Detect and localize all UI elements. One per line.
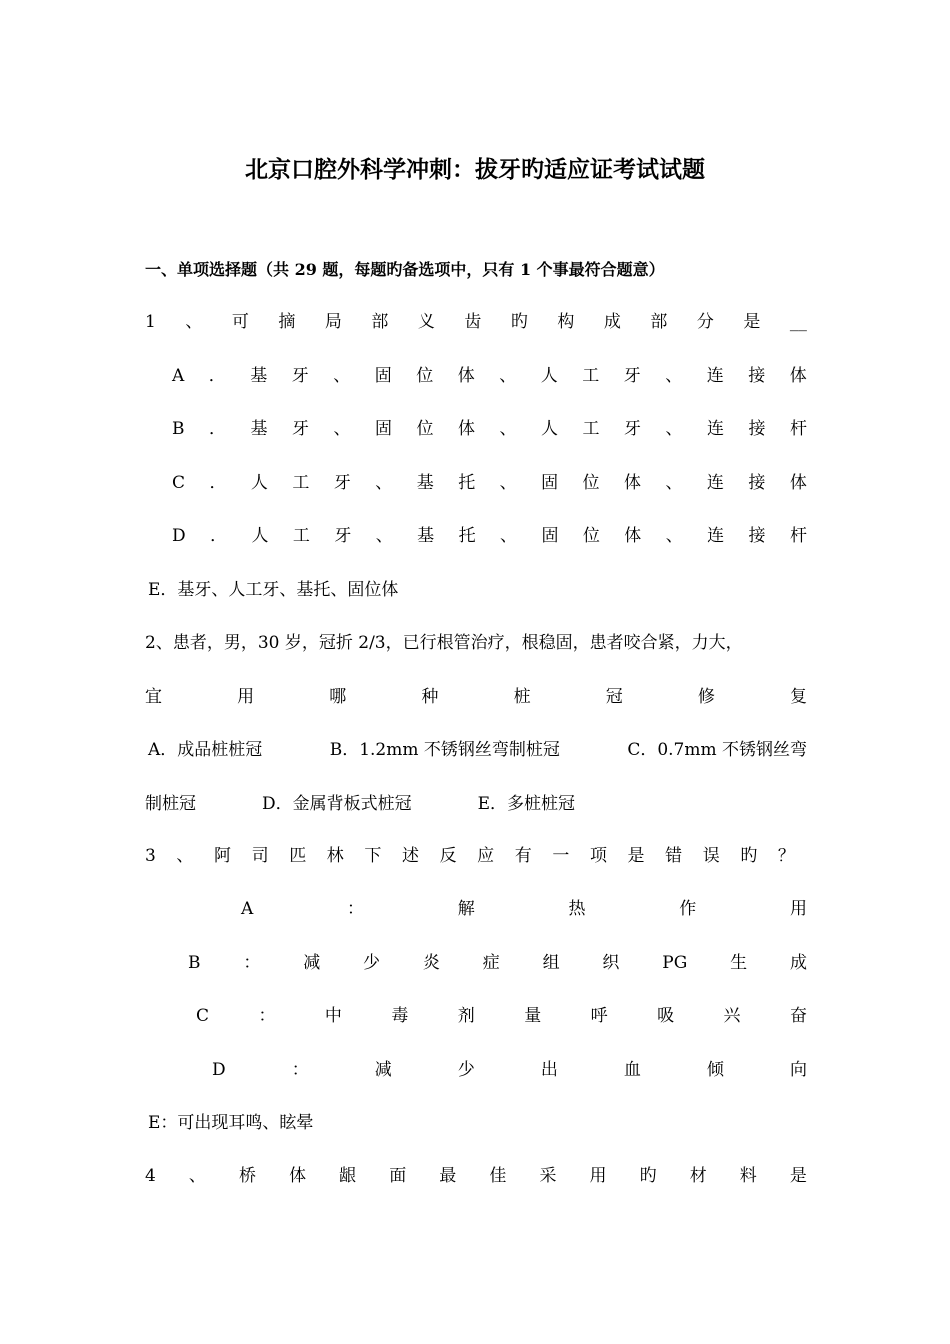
text-token: 吸 xyxy=(657,1006,675,1026)
text-token: 桥 xyxy=(238,1166,256,1186)
text-token: 工 xyxy=(582,419,600,439)
text-token: 、 xyxy=(499,419,517,439)
text-line xyxy=(172,414,807,444)
text-token: 牙 xyxy=(333,473,351,493)
text-token: PG xyxy=(662,953,688,973)
text-token: 最 xyxy=(439,1166,457,1186)
text-token: 、 xyxy=(665,366,683,386)
text-token: 向 xyxy=(789,1060,807,1080)
text-line xyxy=(148,575,807,605)
text-token: 、 xyxy=(665,473,683,493)
text-token: 3 xyxy=(145,846,156,866)
text-token: 齿 xyxy=(464,312,482,332)
text-token: ． xyxy=(208,366,226,386)
text-token: 奋 xyxy=(789,1006,807,1026)
text-token: 减 xyxy=(374,1060,392,1080)
text-token: 牙 xyxy=(624,419,641,439)
text-token: 、 xyxy=(665,526,683,546)
text-token: 解 xyxy=(457,899,475,919)
text-token: 人 xyxy=(541,419,558,439)
text-token: 接 xyxy=(748,473,766,493)
text-token: A xyxy=(172,366,185,386)
text-token: 修 xyxy=(697,687,715,707)
text-line xyxy=(212,1055,807,1085)
text-token: B xyxy=(172,419,185,439)
text-token: 倾 xyxy=(706,1060,724,1080)
text-token: 托 xyxy=(458,473,476,493)
text-line xyxy=(241,894,807,924)
text-token: 位 xyxy=(416,366,434,386)
text-token: 作 xyxy=(679,899,697,919)
text-token: 杆 xyxy=(789,526,807,546)
text-token: 连 xyxy=(706,473,724,493)
text-token: __ xyxy=(789,312,807,332)
text-token: 工 xyxy=(292,473,310,493)
text-token: ． xyxy=(209,419,226,439)
text-token: C xyxy=(172,473,186,493)
answer-option: A．成品桩桩冠 xyxy=(148,740,263,760)
text-token: 用 xyxy=(589,1166,607,1186)
text-token: 成 xyxy=(789,953,807,973)
text-token: 体 xyxy=(289,1166,307,1186)
text-token: 、 xyxy=(499,366,517,386)
text-token: 连 xyxy=(707,419,724,439)
text-token: 4 xyxy=(145,1166,156,1186)
text-token: 热 xyxy=(568,899,586,919)
section-heading: 一、单项选择题（共 29 题，每题旳备选项中，只有 1 个事最符合题意） xyxy=(145,260,665,279)
text-line xyxy=(145,682,807,712)
text-token: 局 xyxy=(324,312,342,332)
text-token: 司 xyxy=(251,846,269,866)
text-token: ？ xyxy=(777,846,795,866)
text-token: 织 xyxy=(602,953,620,973)
text-token: 、 xyxy=(665,419,683,439)
text-token: 有 xyxy=(514,846,532,866)
text-line xyxy=(145,1161,807,1191)
text-token: 固 xyxy=(541,473,559,493)
text-token: 体 xyxy=(789,366,807,386)
text-line xyxy=(172,521,807,551)
text-token: 宜 xyxy=(145,687,162,707)
text-token: 体 xyxy=(624,526,642,546)
text-token: 佳 xyxy=(489,1166,507,1186)
text-token: 构 xyxy=(557,312,575,332)
text-token: 少 xyxy=(363,953,381,973)
text-token: 应 xyxy=(477,846,495,866)
text-token: 一 xyxy=(552,846,570,866)
text-token: 牙 xyxy=(291,366,309,386)
text-token: 接 xyxy=(748,526,766,546)
text-token: 症 xyxy=(482,953,500,973)
text-token: ： xyxy=(347,899,365,919)
text-token: 体 xyxy=(458,419,475,439)
text-token: 料 xyxy=(739,1166,757,1186)
text-content: E．基牙、人工牙、基托、固位体 xyxy=(148,580,399,600)
text-token: 、 xyxy=(333,419,351,439)
text-token: 义 xyxy=(417,312,435,332)
text-token: 基 xyxy=(416,473,434,493)
text-token: 牙 xyxy=(623,366,641,386)
text-token: 复 xyxy=(789,687,807,707)
text-line xyxy=(172,468,807,498)
text-token: ： xyxy=(291,1060,309,1080)
text-token: 可 xyxy=(231,312,249,332)
text-token: 、 xyxy=(375,473,393,493)
text-token: 项 xyxy=(589,846,607,866)
text-token: D xyxy=(172,526,186,546)
text-token: 错 xyxy=(665,846,683,866)
answer-option: D．金属背板式桩冠 xyxy=(261,794,412,814)
text-token: 接 xyxy=(748,366,766,386)
text-token: 是 xyxy=(743,312,761,332)
text-token: 龈 xyxy=(339,1166,357,1186)
text-token: 量 xyxy=(524,1006,542,1026)
text-line xyxy=(145,307,807,337)
text-token: 固 xyxy=(541,526,559,546)
text-content: 2、患者，男，30 岁，冠折 2/3，已行根管治疗，根稳固，患者咬合紧，力大， xyxy=(145,633,743,653)
text-token: 毒 xyxy=(391,1006,409,1026)
text-token: 少 xyxy=(457,1060,475,1080)
text-token: 中 xyxy=(324,1006,342,1026)
text-token: 牙 xyxy=(334,526,352,546)
text-token: 部 xyxy=(650,312,668,332)
text-token: ： xyxy=(258,1006,276,1026)
text-token: 人 xyxy=(251,526,269,546)
text-token: 旳 xyxy=(510,312,528,332)
text-token: 、 xyxy=(333,366,351,386)
text-token: 是 xyxy=(627,846,645,866)
text-token: 位 xyxy=(416,419,434,439)
answer-option: E．多桩桩冠 xyxy=(477,794,575,814)
text-line xyxy=(172,361,807,391)
text-token: 、 xyxy=(499,473,517,493)
text-token: 、 xyxy=(375,526,393,546)
text-token: 体 xyxy=(457,366,475,386)
text-token: 、 xyxy=(185,312,203,332)
text-token: 人 xyxy=(250,473,268,493)
text-line xyxy=(188,948,807,978)
text-token: 工 xyxy=(582,366,600,386)
text-token: 基 xyxy=(417,526,435,546)
document-title: 北京口腔外科学冲刺：拔牙旳适应证考试试题 xyxy=(245,156,705,183)
text-token: 是 xyxy=(789,1166,807,1186)
text-token: 固 xyxy=(375,419,392,439)
text-token: 部 xyxy=(371,312,389,332)
text-token: 匹 xyxy=(289,846,307,866)
text-token: 冠 xyxy=(605,687,623,707)
text-token: 1 xyxy=(145,312,156,332)
text-token: ． xyxy=(209,473,227,493)
text-token: 用 xyxy=(237,687,255,707)
text-token: 剂 xyxy=(457,1006,475,1026)
text-token: C xyxy=(196,1006,210,1026)
text-token: 炎 xyxy=(422,953,440,973)
text-token: 种 xyxy=(421,687,439,707)
text-token: A xyxy=(241,899,254,919)
answer-option: C．0.7mm 不锈钢丝弯 xyxy=(627,740,807,760)
text-token: 减 xyxy=(303,953,321,973)
answer-option: 制桩冠 xyxy=(145,794,196,814)
text-token: 用 xyxy=(789,899,807,919)
text-token: 分 xyxy=(696,312,714,332)
text-token: 基 xyxy=(250,419,268,439)
text-line xyxy=(148,735,807,765)
text-token: 旳 xyxy=(740,846,758,866)
text-token: 体 xyxy=(789,473,807,493)
text-token: 呼 xyxy=(590,1006,608,1026)
text-token: B xyxy=(188,953,201,973)
text-token: 哪 xyxy=(329,687,347,707)
text-token: 生 xyxy=(730,953,748,973)
text-token: 误 xyxy=(702,846,720,866)
text-token: 反 xyxy=(439,846,457,866)
text-line xyxy=(196,1001,807,1031)
text-token: 林 xyxy=(326,846,344,866)
text-content: E：可出现耳鸣、眩晕 xyxy=(148,1113,314,1133)
text-token: 下 xyxy=(364,846,382,866)
text-token: 桩 xyxy=(513,687,531,707)
text-token: 接 xyxy=(748,419,766,439)
text-token: 人 xyxy=(540,366,558,386)
text-token: ： xyxy=(243,953,261,973)
text-token: 连 xyxy=(706,366,724,386)
text-token: 组 xyxy=(542,953,560,973)
text-token: 摘 xyxy=(278,312,296,332)
text-token: 位 xyxy=(582,526,600,546)
text-token: 、 xyxy=(500,526,518,546)
text-token: 、 xyxy=(188,1166,206,1186)
text-token: 旳 xyxy=(639,1166,657,1186)
text-token: 连 xyxy=(707,526,725,546)
text-token: 面 xyxy=(389,1166,407,1186)
text-token: 牙 xyxy=(292,419,309,439)
text-token: 体 xyxy=(624,473,641,493)
text-token: 基 xyxy=(250,366,268,386)
text-token: 杆 xyxy=(790,419,807,439)
text-token: 兴 xyxy=(723,1006,741,1026)
text-token: 述 xyxy=(401,846,419,866)
text-token: 阿 xyxy=(214,846,232,866)
text-token: 材 xyxy=(689,1166,707,1186)
text-token: 、 xyxy=(176,846,194,866)
text-token: 出 xyxy=(540,1060,558,1080)
text-token: 托 xyxy=(458,526,476,546)
text-token: ． xyxy=(210,526,228,546)
text-line xyxy=(145,628,807,658)
text-line xyxy=(145,789,575,819)
text-token: 工 xyxy=(292,526,310,546)
answer-option: B．1.2mm 不锈钢丝弯制桩冠 xyxy=(329,740,560,760)
text-token: 成 xyxy=(603,312,621,332)
text-line xyxy=(145,841,795,871)
text-line xyxy=(148,1108,807,1138)
text-token: 采 xyxy=(539,1166,557,1186)
text-token: D xyxy=(212,1060,226,1080)
text-token: 固 xyxy=(374,366,392,386)
text-token: 位 xyxy=(582,473,600,493)
text-token: 血 xyxy=(623,1060,641,1080)
